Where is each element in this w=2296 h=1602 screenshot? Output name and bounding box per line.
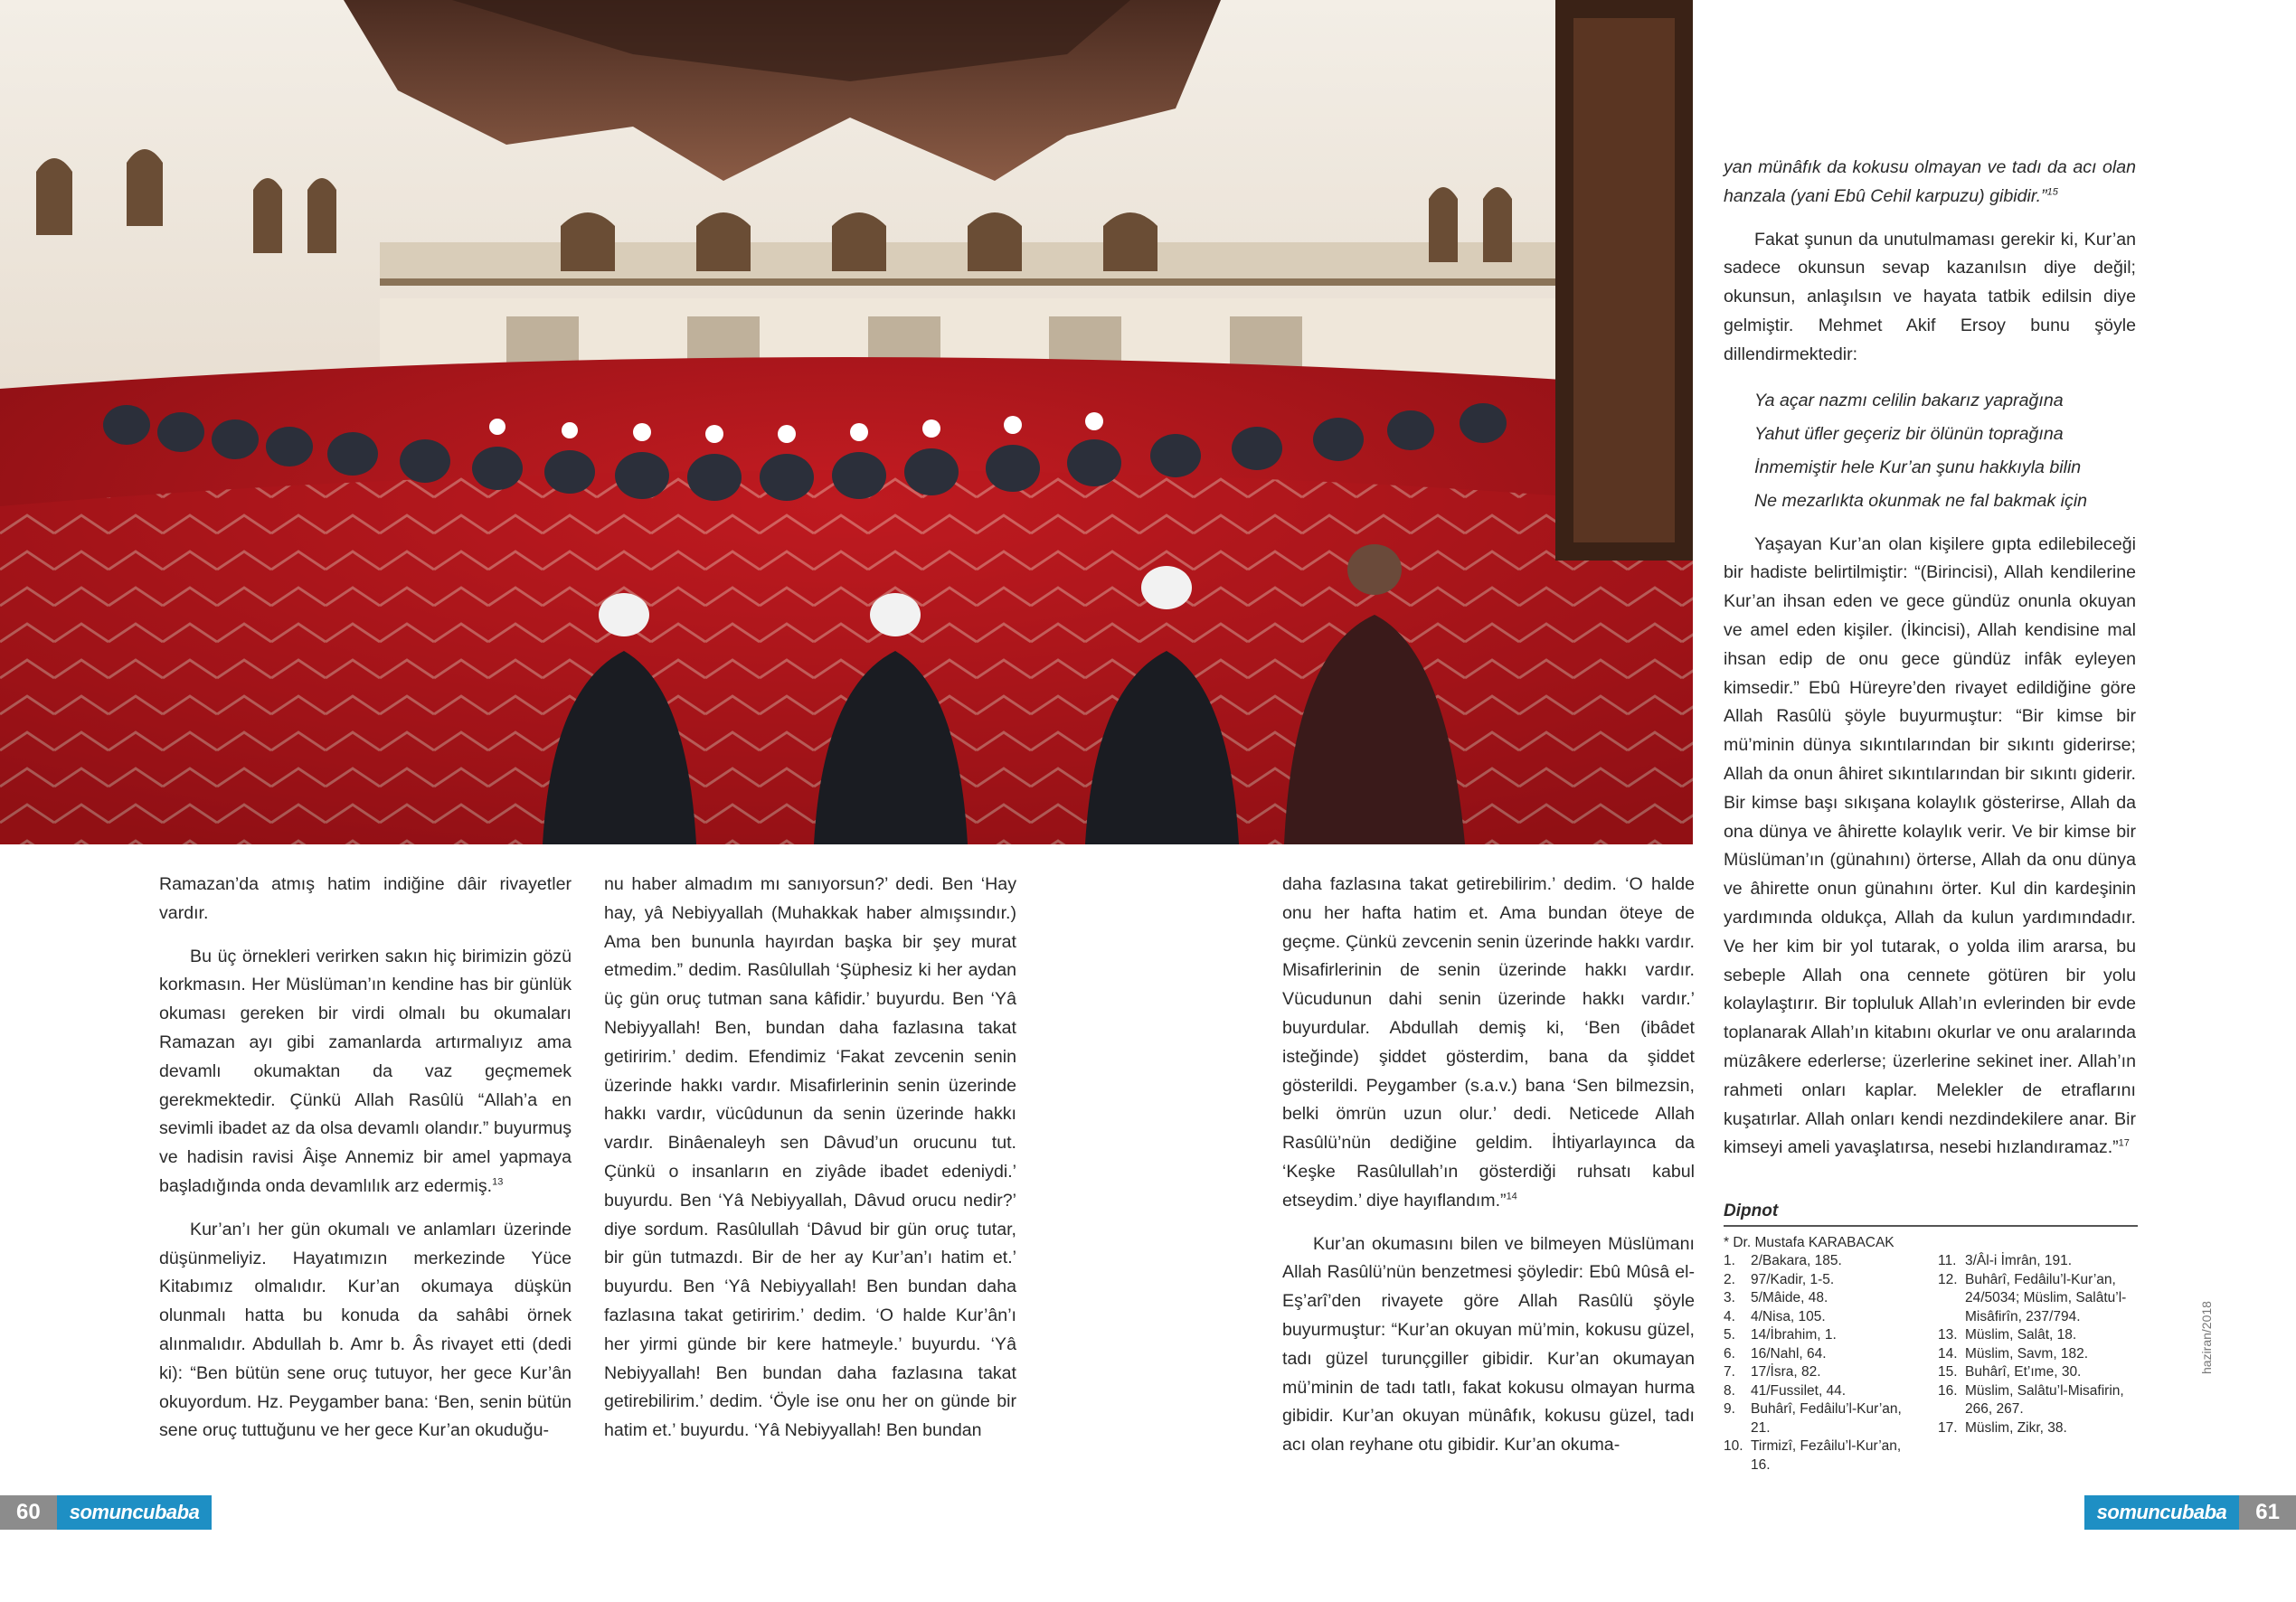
footnote-number: 9. xyxy=(1724,1401,1735,1417)
footnote-text: 3/Âl-i İmrân, 191. xyxy=(1965,1253,2073,1268)
footnote-text: 5/Mâide, 48. xyxy=(1751,1290,1828,1305)
brand-logo: somuncubaba xyxy=(2084,1495,2240,1530)
footnote-number: 12. xyxy=(1938,1271,1958,1287)
paragraph: Fakat şunun da unutulmaması gerekir ki, Kur’an sadece okunsun sevap kazanılsın diye değil; okunsun, anlaşılsın ve hayata tatbik edilsin diye gelmiştir. Mehmet Akif Ersoy bunu şöyle dillendirmektedir: xyxy=(1724,229,2136,364)
paragraph: Ramazan’da atmış hatim indiğine dâir rivayetler vardır. xyxy=(159,874,572,923)
footnote-column-right xyxy=(1938,1252,2138,1475)
footnote-number: 10. xyxy=(1724,1438,1743,1454)
poem-line: Ne mezarlıkta okunmak ne fal bakmak için xyxy=(1754,490,2088,511)
footnote-text: 4/Nisa, 105. xyxy=(1751,1308,1826,1324)
brand-logo: somuncubaba xyxy=(57,1495,213,1530)
footnote-text: 41/Fussilet, 44. xyxy=(1751,1382,1847,1399)
footnote-item xyxy=(1724,1437,1923,1475)
footer-left xyxy=(0,1495,212,1530)
footnote-text: 16/Nahl, 64. xyxy=(1751,1345,1827,1362)
footnote-author: * Dr. Mustafa KARABACAK xyxy=(1724,1234,1894,1250)
footnote-item xyxy=(1938,1419,2138,1438)
paragraph: daha fazlasına takat getirebilirim.’ dedim. ‘O halde onu her hafta hatim et. Ama bundan öteye de geçme. Çünkü zevcenin senin üzerinde hakkı vardır. Misafirlerinin de senin üzerinde hakkı vardır. Vücudunun dahi senin üzerinde hakkı vardır.’ buyurdular. Abdullah demiş ki, ‘Ben (ibâdet isteğinde) şiddet gösterdim, bana da şiddet gösterildi. Peygamber (s.a.v.) bana ‘Sen bilmezsin, belki ömrün uzun olur.’ dedi. Neticede Allah Rasûlü’nün dediğine geldim. İhtiyarlayınca da ‘Keşke Rasûlullah’ın gösterdiği ruhsatı kabul etseydim.’ diye hayıflandım.”$^{14}$ xyxy=(1282,874,1695,1211)
footnote-text: 14/İbrahim, 1. xyxy=(1751,1327,1837,1343)
footnote-item xyxy=(1724,1345,1923,1364)
footnote-text: 97/Kadir, 1-5. xyxy=(1751,1271,1835,1287)
paragraph: Kur’an okumasını bilen ve bilmeyen Müslümanı Allah Rasûlü’nün benzetmesi şöyledir: Ebû Mûsâ el-Eş’arî’den rivayete göre Allah Rasûlü şöyle buyurmuştur: “Kur’an okuyan mü’min, kokusu güzel, tadı güzel turunçgiller gibidir. Kur’an okumayan mü’minin de tadı tatlı, fakat kokusu olmayan hurma gibidir. Kur’an okuyan münâfık, kokusu güzel, tadı acı olan reyhane otu gibidir. Kur’an okuma- xyxy=(1282,1233,1695,1456)
paragraph: Kur’an’ı her gün okumalı ve anlamları üzerinde düşünmeliyiz. Hayatımızın merkezinde Yüce Kitabımız olmalıdır. Kur’an okumaya düşkün olunmalı hatta bu konuda da sahâbi örnek alınmalıdır. Abdullah b. Amr b. Âs rivayet etti (dedi ki): “Ben bütün sene oruç tutuyor, her gece Kur’ân okuyordum. Hz. Peygamber bana: ‘Ben, senin bütün sene oruç tuttuğunu ve her gece Kur’an okuduğu- xyxy=(159,1219,572,1441)
mosque-illustration xyxy=(0,0,1693,844)
page-number: 61 xyxy=(2239,1495,2296,1530)
footnote-number: 13. xyxy=(1938,1327,1958,1343)
footer-right xyxy=(2084,1495,2296,1530)
footnote-number: 15. xyxy=(1938,1364,1958,1380)
poem xyxy=(1754,384,2136,518)
footnote-text: Tirmizî, Fezâilu’l-Kur’an, 16. xyxy=(1751,1438,1902,1473)
footnote-item xyxy=(1938,1345,2138,1364)
footnote-number: 3. xyxy=(1724,1290,1735,1305)
footnote-number: 4. xyxy=(1724,1308,1735,1324)
column-2 xyxy=(604,871,1016,1460)
paragraph: Bu üç örnekleri verirken sakın hiç birimizin gözü korkmasın. Her Müslüman’ın kendine has bir günlük okuması gereken bir virdi olmalı bu okumaları Ramazan ayı gibi zamanlarda artırmalıyız ama devamlı okumaktan da vaz geçmemek gerekmektedir. Çünkü Allah Rasûlü “Allah’a en sevimli ibadet az da olsa devamlı olandır.” buyurmuş ve hadisin ravisi Âişe Annemiz bir amel yapmaya başladığında onda devamlılık arz edermiş.$^{13}$ xyxy=(159,946,572,1196)
footnote-number: 2. xyxy=(1724,1271,1735,1287)
footnote-item xyxy=(1724,1289,1923,1308)
paragraph: Yaşayan Kur’an olan kişilere gıpta edilebileceği bir hadiste belirtilmiştir: “(Birincisi), Allah kendilerine Kur’an ihsan eden ve gece gündüz onunla okuyan ve amel eden kişiler. (İkincisi), Allah kendisine mal ihsan edip de onu gece gündüz infâk eyleyen kimsedir.” Ebû Hüreyre’den rivayet edildiğine göre Allah Rasûlü şöyle buyurmuştur: “Bir kimse bir mü’minin dünya sıkıntılarından bir sıkıntı giderirse; Allah da onun âhiret sıkıntılarından bir sıkıntı giderir. Bir kimse başı sıkışana kolaylık gösterirse, Allah da ona dünya ve âhirette kolaylık verir. Ve bir kimse bir Müslüman’ın (günahını) örterse, Allah da onu dünya ve âhirette onun günahını örter. Kul din kardeşinin yardımında oldukça, Allah da kulun yardımındadır. Ve her kim bir yol tutarak, o yolda ilim ararsa, bu sebeple Allah ona cennete götüren bir yolu kolaylaştırır. Bir topluluk Allah’ın evlerinden bir evde toplanarak Allah’ın kitabını okurlar ve onu aralarında müzâkere ederlerse; üzerlerine sekinet iner. Allah’ın rahmeti onları kaplar. Melekler de etraflarını kuşatırlar. Allah onları kendi nezdindekilere anar. Bir kimseyi ameli yavaşlatırsa, nesebi hızlandıramaz.”$^{17}$ xyxy=(1724,533,2136,1158)
footnote-text: 2/Bakara, 185. xyxy=(1751,1253,1842,1268)
footnote-text: 17/İsra, 82. xyxy=(1751,1364,1821,1380)
footnote-text: Müslim, Salâtu’l-Misafirin, 266, 267. xyxy=(1965,1382,2124,1417)
footnote-item xyxy=(1724,1252,1923,1271)
footnote-item xyxy=(1938,1382,2138,1419)
footnote-text: Müslim, Savm, 182. xyxy=(1965,1345,2089,1362)
footnote-text: Buhârî, Et’ıme, 30. xyxy=(1965,1364,2082,1380)
page-number: 60 xyxy=(0,1495,57,1530)
footnote-text: Müslim, Salât, 18. xyxy=(1965,1327,2077,1343)
poem-line: Ya açar nazmı celilin bakarız yaprağına xyxy=(1754,390,2064,410)
footnote-text: Buhârî, Fedâilu’l-Kur’an, 24/5034; Müslim, Salâtu’l-Misâfirîn, 237/794. xyxy=(1965,1271,2127,1324)
footnote-item xyxy=(1724,1363,1923,1382)
issue-date: haziran/2018 xyxy=(2199,1301,2214,1374)
paragraph: yan münâfık da kokusu olmayan ve tadı da acı olan hanzala (yani Ebû Cehil karpuzu) gibidir.”$^{15}$ xyxy=(1724,157,2136,206)
footnote-item xyxy=(1938,1326,2138,1345)
poem-line: İnmemiştir hele Kur’an şunu hakkıyla bilin xyxy=(1754,457,2082,477)
footnote-number: 7. xyxy=(1724,1364,1735,1380)
footnote-number: 8. xyxy=(1724,1382,1735,1399)
footnote-item xyxy=(1724,1308,1923,1327)
footnote-text: Müslim, Zikr, 38. xyxy=(1965,1419,2067,1436)
footnote-item xyxy=(1938,1363,2138,1382)
footnotes xyxy=(1724,1202,2138,1475)
footnote-item xyxy=(1724,1400,1923,1437)
mosque-photo xyxy=(0,0,1693,844)
footnote-number: 14. xyxy=(1938,1345,1958,1362)
footnote-column-left xyxy=(1724,1252,1923,1475)
footnotes-title: Dipnot xyxy=(1724,1202,2138,1227)
footnote-item xyxy=(1724,1326,1923,1345)
footnote-columns xyxy=(1724,1252,2138,1475)
footnote-item xyxy=(1724,1271,1923,1290)
footnote-item xyxy=(1938,1252,2138,1271)
column-4 xyxy=(1724,154,2136,1177)
paragraph: nu haber almadım mı sanıyorsun?’ dedi. Ben ‘Hay hay, yâ Nebiyyallah (Muhakkak haber almışsındır.) Ama ben bununla hayırdan başka bir şey murat etmedim.” dedim. Rasûlullah ‘Şüphesiz ki her aydan üç gün oruç tutman sana kâfidir.’ buyurdu. Ben ‘Yâ Nebiyyallah! Ben, bundan daha fazlasına takat getiririm.’ dedim. Efendimiz ‘Fakat zevcenin senin üzerinde hakkı vardır. Misafirlerinin senin üzerinde hakkı vardır, vücûdunun da senin üzerinde hakkı vardır. Binâenaleyh sen Dâvud’un orucunu tut. Çünkü o insanların en ziyâde ibadet edeniydi.’ buyurdu. Ben ‘Yâ Nebiyyallah, Dâvud orucu nedir?’ diye sordum. Rasûlullah ‘Dâvud bir gün oruç tutar, bir gün tutmazdı. Bir de her ay Kur’an’ı hatim et.’ buyurdu. Ben ‘Yâ Nebiyyallah! Ben bundan daha fazlasına takat getiririm.’ dedim. ‘O halde Kur’ân’ı her yirmi günde bir kere hatmeyle.’ buyurdu. ‘Yâ Nebiyyallah! Ben bundan daha fazlasına takat getirebilirim.’ dedim. ‘Öyle ise onu her on günde bir hatim et.’ buyurdu. ‘Yâ Nebiyyallah! Ben bundan xyxy=(604,874,1016,1441)
footnote-number: 17. xyxy=(1938,1419,1958,1436)
footnote-item xyxy=(1938,1271,2138,1327)
footnote-text: Buhârî, Fedâilu’l-Kur’an, 21. xyxy=(1751,1401,1902,1436)
poem-line: Yahut üfler geçeriz bir ölünün toprağına xyxy=(1754,423,2064,444)
column-1 xyxy=(159,871,572,1460)
footnote-number: 11. xyxy=(1938,1253,1957,1268)
footnote-number: 6. xyxy=(1724,1345,1735,1362)
column-3 xyxy=(1282,871,1695,1475)
footnote-number: 1. xyxy=(1724,1253,1735,1268)
footnote-number: 16. xyxy=(1938,1382,1958,1399)
footnote-number: 5. xyxy=(1724,1327,1735,1343)
footnote-item xyxy=(1724,1382,1923,1401)
